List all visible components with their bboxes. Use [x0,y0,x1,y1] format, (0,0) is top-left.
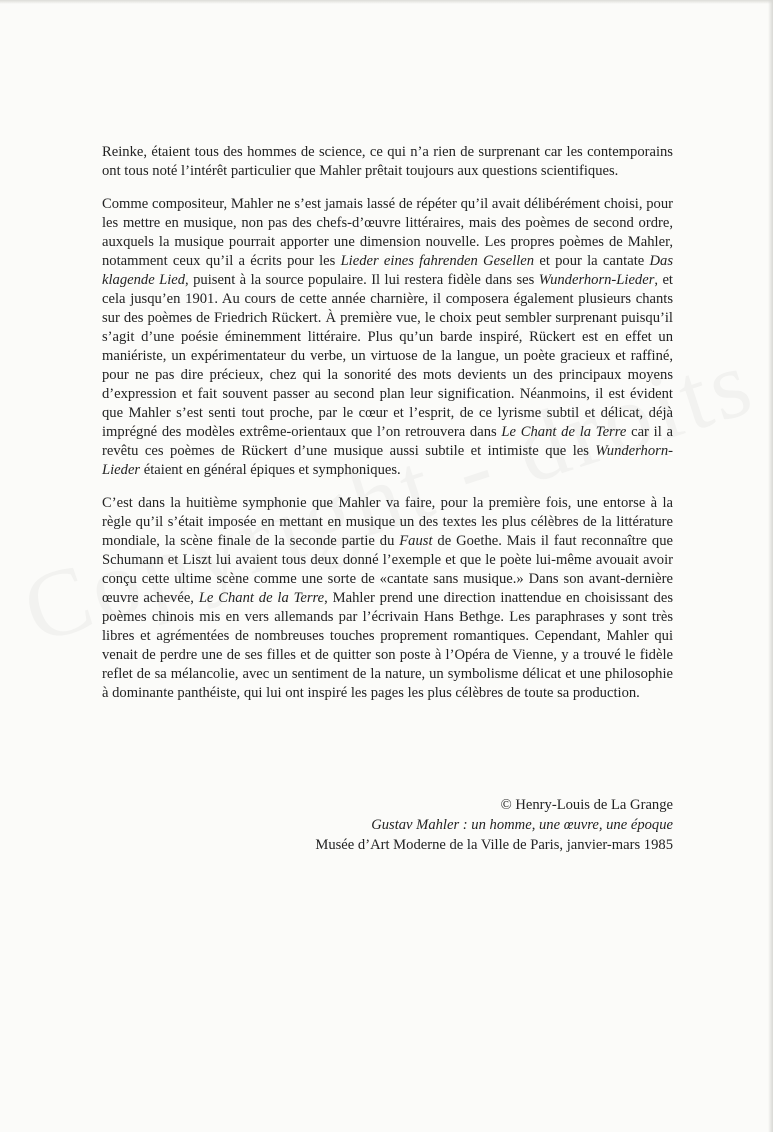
text-run: C’est dans la huitième symphonie que Mahler va faire, pour la première fois, une entorse à la règle qu’il s’était imposée en mettant en musique un des textes les plus célèbres de la littérature mondiale, la scène finale de la seconde partie du [102,495,673,549]
italic-title: Wunderhorn-Lieder [538,272,655,288]
credits-block [250,795,673,855]
text-run: de Goethe. Mais il faut reconnaître que Schumann et Liszt lui avaient tous deux donné l’exemple et que le poète lui-même avouait avoir conçu cette ultime scène comme une sorte de «cantate sans musique.» Dans son avant-dernière œuvre achevée, [102,533,674,606]
italic-title: Le Chant de la Terre [501,424,627,440]
italic-title: Le Chant de la Terre [198,590,325,606]
scan-edge-top [0,0,773,4]
scan-edge-right [768,0,773,1132]
article-body [102,143,673,717]
italic-title: Faust [399,533,433,549]
credit-work-title: Gustav Mahler : un homme, une œuvre, une époque [371,817,673,833]
italic-title: Das klagende Lied [102,253,673,288]
credit-author: © Henry-Louis de La Grange [500,797,673,813]
paragraph [102,143,673,181]
text-run: car il a revêtu ces poèmes de Rückert d’une musique aussi subtile et intimiste que les [102,424,673,459]
paragraph [102,195,673,480]
text-run: Comme compositeur, Mahler ne s’est jamais lassé de répéter qu’il avait délibérément choisi, pour les mettre en musique, non pas des chefs-d’œuvre littéraires, mais des poèmes de second ordre, auxquels la musique pourrait apporter une dimension nouvelle. Les propres poèmes de Mahler, notamment ceux qu’il a écrits pour les [102,196,673,269]
italic-title: Wunderhorn-Lieder [102,443,673,478]
text-run: , et cela jusqu’en 1901. Au cours de cette année charnière, il composera également plusieurs chants sur des poèmes de Friedrich Rückert. À première vue, le choix peut sembler surprenant puisqu’il s’agit d’une poésie éminemment littéraire. Plus qu’un barde inspiré, Rückert est en effet un maniériste, un expérimentateur du verbe, un virtuose de la langue, un poète gracieux et raffiné, pour ne pas dire précieux, chez qui la sonorité des mots devients un des principaux moyens d’expression et fait souvent passer au second plan leur signification. Néanmoins, il est évident que Mahler s’est senti tout proche, par le cœur et l’esprit, de ce lyrisme subtil et délicat, déjà imprégné des modèles extrême-orientaux que l’on retrouvera dans [102,272,673,440]
text-run: , Mahler prend une direction inattendue en choisissant des poèmes chinois mis en vers allemands par l’écrivain Hans Bethge. Les paraphrases y sont très libres et agrémentées de nombreuses touches proprement romantiques. Cependant, Mahler qui venait de perdre une de ses filles et de quitter son poste à l’Opéra de Vienne, y a trouvé le fidèle reflet de sa mélancolie, avec un sentiment de la nature, un symbolisme délicat et une philosophie à dominante panthéiste, qui lui ont inspiré les pages les plus célèbres de toute sa production. [102,590,673,701]
text-run: étaient en général épiques et symphoniques. [140,462,401,478]
text-run: et pour la cantate [534,253,650,269]
credit-source: Musée d’Art Moderne de la Ville de Paris, janvier-mars 1985 [315,837,673,853]
text-run: Reinke, étaient tous des hommes de science, ce qui n’a rien de surprenant car les contemporains ont tous noté l’intérêt particulier que Mahler prêtait toujours aux questions scientifiques. [102,144,673,179]
paragraph [102,494,673,703]
text-run: , puisent à la source populaire. Il lui restera fidèle dans ses [185,272,539,288]
italic-title: Lieder eines fahrenden Gesellen [340,253,535,269]
